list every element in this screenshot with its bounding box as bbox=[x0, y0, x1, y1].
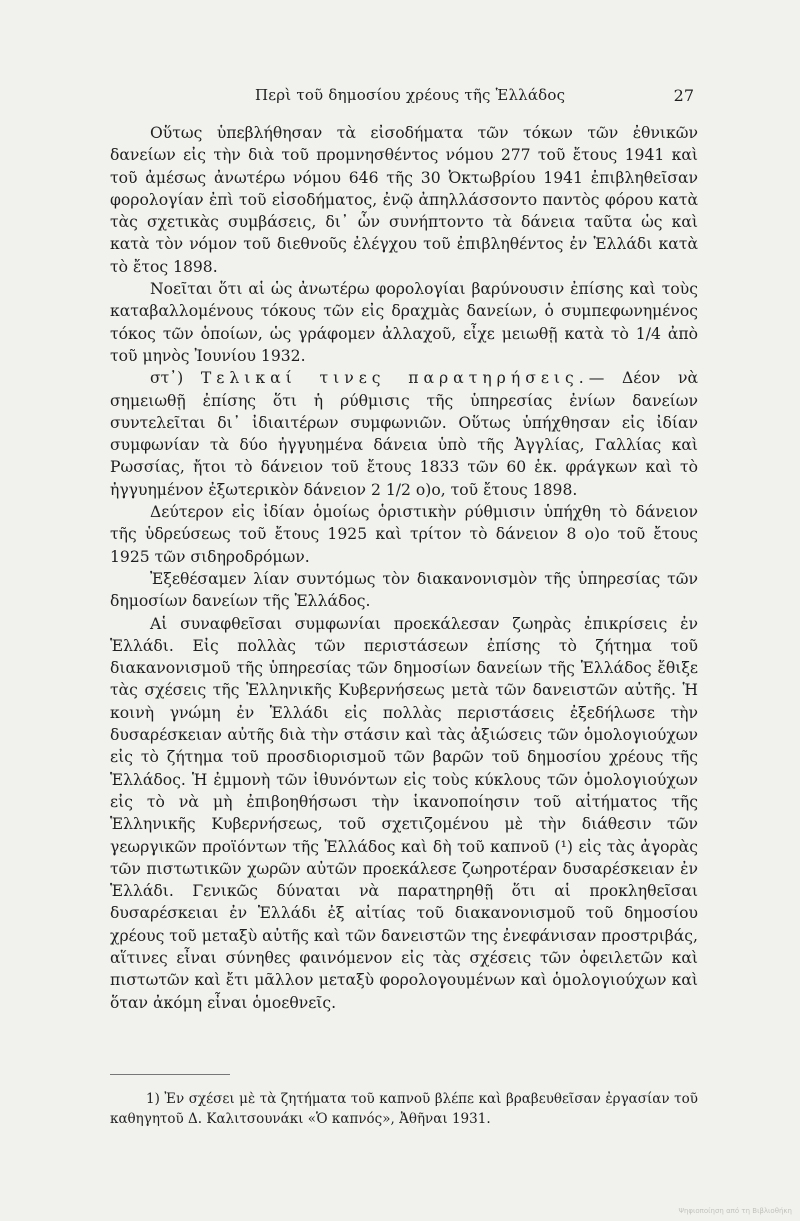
paragraph-6-text-b: εἰς τὰς ἀγορὰς τῶν πιστωτικῶν χωρῶν αὐτῶν προεκάλεσε ζωηροτέραν δυσαρέσκειαν ἐν Ἑλλάδι. Γενικῶς δύναται νὰ παρατηρηθῇ ὅτι αἱ προκληθεῖσαι δυσαρέσκειαι ἐν Ἑλλάδι ἐξ αἰτίας τοῦ διακανονισμοῦ τοῦ δημοσίου χρέους τοῦ μεταξὺ αὐτῆς καὶ τῶν δανειστῶν της ἐνεφάνισαν προστριβάς, αἵτινες εἶναι σύνηθες φαινόμενον εἰς τὰς σχέσεις τῶν ὀφειλετῶν καὶ πιστωτῶν καὶ ἔτι μᾶλλον μεταξὺ φορολογουμένων καὶ ὁμολογιούχων καὶ ὅταν ἀκόμη εἶναι ὁμοεθνεῖς. bbox=[110, 837, 698, 1012]
paragraph-6-text-a: Αἱ συναφθεῖσαι συμφωνίαι προεκάλεσαν ζωηρὰς ἐπικρίσεις ἐν Ἑλλάδι. Εἰς πολλὰς τῶν περιστάσεων ἐπίσης τὸ ζήτημα τοῦ διακανονισμοῦ τῆς ὑπηρεσίας τῶν δημοσίων δανείων τῆς Ἑλλάδος ἔθιξε τὰς σχέσεις τῆς Ἑλληνικῆς Κυβερνήσεως μετὰ τῶν δανειστῶν αὐτῆς. Ἡ κοινὴ γνώμη ἐν Ἑλλάδι εἰς πολλὰς περιστάσεις ἐξεδήλωσε τὴν δυσαρέσκειαν αὐτῆς διὰ τὴν στάσιν καὶ τὰς ἀξιώσεις τῶν ὁμολογιούχων εἰς τὸ ζήτημα τοῦ προσδιορισμοῦ τῶν βαρῶν τοῦ δημοσίου χρέους τῆς Ἑλλάδος. Ἡ ἐμμονὴ τῶν ἰθυνόντων εἰς τοὺς κύκλους τῶν ὁμολογιούχων εἰς τὸ νὰ μὴ ἐπιβοηθήσωσι τὴν ἱκανοποίησιν τοῦ αἰτήματος τῆς Ἑλληνικῆς Κυβερνήσεως, τοῦ σχετιζομένου μὲ τὴν διάθεσιν τῶν γεωργικῶν προϊόντων τῆς Ἑλλάδος καὶ δὴ τοῦ καπνοῦ bbox=[110, 614, 698, 856]
footnote-divider bbox=[110, 1074, 230, 1075]
body-text bbox=[110, 122, 698, 1014]
paragraph-5: Ἐξεθέσαμεν λίαν συντόμως τὸν διακανονισμὸν τῆς ὑπηρεσίας τῶν δημοσίων δανείων τῆς Ἑλλάδος. bbox=[110, 569, 698, 611]
section-label: στ᾽) bbox=[150, 369, 184, 388]
footnote: 1) Ἐν σχέσει μὲ τὰ ζητήματα τοῦ καπνοῦ βλέπε καὶ βραβευθεῖσαν ἐργασίαν τοῦ καθηγητοῦ Δ. Καλιτσουνάκι «Ὁ καπνός», Ἀθῆναι 1931. bbox=[110, 1091, 698, 1127]
paragraph-3 bbox=[110, 367, 698, 501]
paragraph-6 bbox=[110, 613, 698, 1014]
paragraph-2: Νοεῖται ὅτι αἱ ὡς ἀνωτέρω φορολογίαι βαρύνουσιν ἐπίσης καὶ τοὺς καταβαλλομένους τόκους τῶν εἰς δραχμὰς δανείων, ὁ συμπεφωνημένος τόκος τῶν ὁποίων, ὡς γράφομεν ἀλλαχοῦ, εἶχε μειωθῇ κατὰ τὸ 1/4 ἀπὸ τοῦ μηνὸς Ἰουνίου 1932. bbox=[110, 280, 698, 365]
footnote-reference: (¹) bbox=[554, 837, 573, 856]
digitization-stamp: Ψηφιοποίηση από τη Βιβλιοθήκη bbox=[678, 1207, 792, 1215]
paragraph-1: Οὕτως ὑπεβλήθησαν τὰ εἰσοδήματα τῶν τόκων τῶν ἐθνικῶν δανείων εἰς τὴν διὰ τοῦ προμνησθέντος νόμου 277 τοῦ ἔτους 1941 καὶ τοῦ ἀμέσως ἀνωτέρω νόμου 646 τῆς 30 Ὀκτωβρίου 1941 ἐπιβληθεῖσαν φορολογίαν ἐπὶ τοῦ εἰσοδήματος, ἐνῷ ἀπηλλάσσοντο παντὸς φόρου κατὰ τὰς σχετικὰς συμβάσεις, δι᾽ ὧν συνήπτοντο τὰ δάνεια ταῦτα ὡς καὶ κατὰ τὸν νόμον τοῦ διεθνοῦς ἐλέγχου τοῦ ἐπιβληθέντος ἐν Ἑλλάδι κατὰ τὸ ἔτος 1898. bbox=[110, 124, 698, 276]
page-number: 27 bbox=[673, 86, 694, 105]
paragraph-4: Δεύτερον εἰς ἰδίαν ὁμοίως ὁριστικὴν ρύθμισιν ὑπήχθη τὸ δάνειον τῆς ὑδρεύσεως τοῦ ἔτους 1925 καὶ τρίτον τὸ δάνειον 8 ο)ο τοῦ ἔτους 1925 τῶν σιδηροδρόμων. bbox=[110, 503, 698, 566]
running-title: Περὶ τοῦ δημοσίου χρέους τῆς Ἑλλάδος bbox=[255, 86, 566, 104]
paragraph-3-text: — Δέον νὰ σημειωθῇ ἐπίσης ὅτι ἡ ρύθμισις τῆς ὑπηρεσίας ἐνίων δανείων συντελεῖται δι᾽ ἰδιαιτέρων συμφωνιῶν. Οὕτως ὑπήχθησαν εἰς ἰδίαν συμφωνίαν τὰ δύο ἠγγυημένα δάνεια ὑπὸ τῆς Ἀγγλίας, Γαλλίας καὶ Ρωσσίας, ἤτοι τὸ δάνειον τοῦ ἔτους 1833 τῶν 60 ἑκ. φράγκων καὶ τὸ ἠγγυημένον ἐξωτερικὸν δάνειον 2 1/2 ο)ο, τοῦ ἔτους 1898. bbox=[110, 369, 698, 499]
section-heading: Τελικαί τινες παρατηρήσεις. bbox=[200, 369, 589, 388]
page-header bbox=[110, 84, 698, 108]
